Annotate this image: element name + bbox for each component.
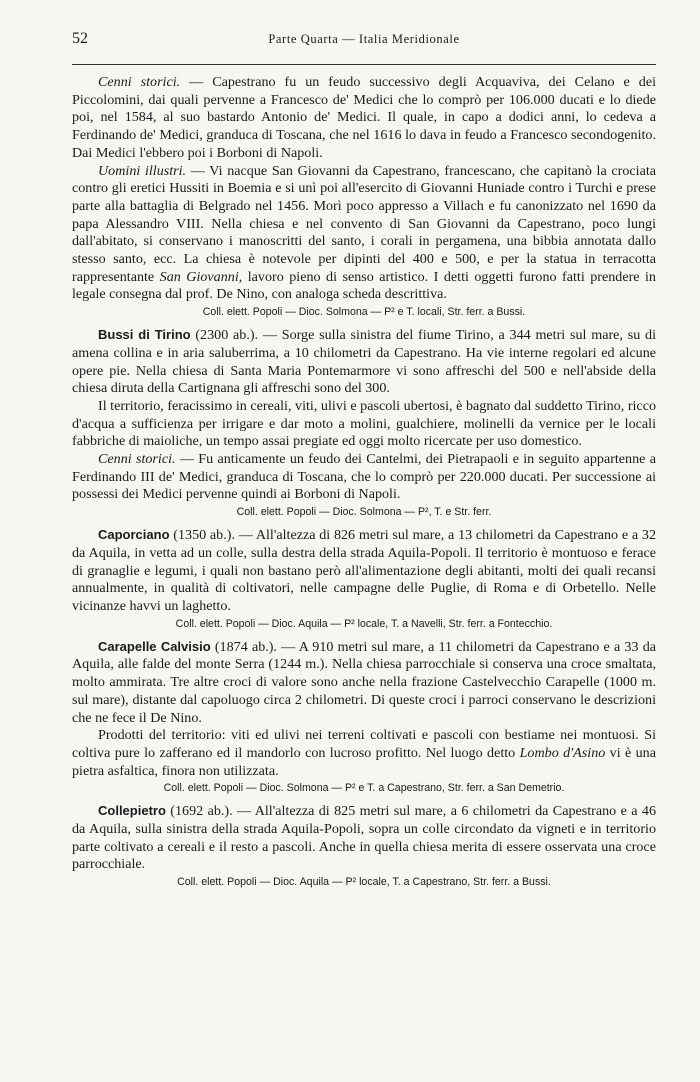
bussi-note: Coll. elett. Popoli — Dioc. Solmona — P², T. e Str. ferr. [236,506,492,519]
carapelle-prodotti-paragraph [72,727,656,780]
paragraph-text: , lavoro pieno di senso artistico. I detti oggetti furono fatti prendere in legale consegna dal prof. De Nino, con analoga scheda descrittiva. [72,268,656,303]
page-number: 52 [72,30,88,47]
caporciano-paragraph [72,526,656,616]
header-rule [72,64,656,65]
capestrano-cenni-paragraph [72,74,656,163]
carapelle-paragraph [72,638,656,728]
bussi-intro-paragraph [72,326,656,398]
running-title: Parte Quarta — Italia Meridionale [268,32,460,46]
cenni-label: Cenni storici. [98,451,176,468]
paragraph-text: (1692 ab.). — All'altezza di 825 metri sul mare, a 6 chilometri da Capestrano e a 46 da Aquila, sulla sinistra della strada Aquila-Popoli, sopra un colle circondato da vigneti e in territorio parte coltivato a cereali e il resto a pascoli. Anche in quella chiesa merita di essere osservata una croce parrocchiale. [72,803,656,873]
collepietro-note: Coll. elett. Popoli — Dioc. Aquila — P² locale, T. a Capestrano, Str. ferr. a Bussi. [177,876,551,889]
capestrano-note: Coll. elett. Popoli — Dioc. Solmona — P² e T. locali, Str. ferr. a Bussi. [202,306,526,319]
bussi-cenni-paragraph [72,451,656,504]
entry-heading: Carapelle Calvisio [98,638,211,654]
cenni-label: Cenni storici. [98,74,181,90]
uomini-label: Uomini illustri. [98,162,187,179]
entry-heading: Caporciano [98,527,170,543]
paragraph-text: vi è una pietra asfaltica, finora non utilizzata. [72,744,656,779]
capestrano-uomini-paragraph [72,163,656,305]
paragraph-text: — Capestrano fu un feudo successivo degli Acquaviva, dei Celano e dei Piccolomini, dai quali pervenne a Francesco de' Medici che lo comprò per 106.000 ducati e lo diede poi, nel 1584, al suo bastardo Antonio de' Medici. Il quale, in capo a dodici anni, lo cedeva a Ferdinando de' Medici, granduca di Toscana, che nel 1616 lo dava in feudo a Francesco secondogenito. Dai Medici l'ebbero poi i Borboni di Napoli. [72,74,656,161]
collepietro-paragraph [72,802,656,874]
paragraph-text: — Fu anticamente un feudo dei Cantelmi, dei Pietrapaoli e in seguito appartenne a Ferdinando III de' Medici, granduca di Toscana, che lo comprò per 220.000 ducati. Per successione ai possessi dei Medici pervenne quindi ai Borboni di Napoli. [72,451,656,503]
carapelle-note: Coll. elett. Popoli — Dioc. Solmona — P² e T. a Capestrano, Str. ferr. a San Demetrio. [163,782,565,795]
entry-heading: Bussi di Tirino [98,327,191,343]
paragraph-text: (2300 ab.). — Sorge sulla sinistra del fiume Tirino, a 344 metri sul mare, su di amena collina e in aria saluberrima, a 10 chilometri da Capestrano. Ha vie interne regolari ed alcune opere pie. Nella chiesa di Santa Maria Pontemarmore vi sono affreschi del 500 e nell'abside della chiesa diruta della Cartignana gli affreschi sono del 300. [72,327,656,397]
caporciano-note: Coll. elett. Popoli — Dioc. Aquila — P² locale, T. a Navelli, Str. ferr. a Fontecchio. [175,617,553,630]
paragraph-text: — Vi nacque San Giovanni da Capestrano, francescano, che capitanò la crociata contro gli eretici Hussiti in Boemia e si unì poi all'esercito di Giovanni Huniade contro i Turchi e prese parte alla battaglia di Belgrado nel 1456. Morì poco appresso a Villach e fu canonizzato nel 1690 da papa Alessandro VIII. Nella chiesa e nel convento di San Giovanni da Capestrano, poco lungi dall'abitato, si conservano i manoscritti del santo, i corali in pergamena, una bibbia annotata dallo stesso santo, ecc. La chiesa è notevole per dipinti del 400 e 500, e per la statua in terracotta rappresentante [72,162,656,285]
entry-heading: Collepietro [98,803,166,819]
document-page [72,28,656,896]
page-header [72,28,656,52]
italic-term: San Giovanni [159,268,239,285]
bussi-territorio-paragraph: Il territorio, feracissimo in cereali, viti, ulivi e pascoli ubertosi, è bagnato dal suddetto Tirino, ricco d'acqua a sufficienza per irrigare e dar moto a molini, gualchiere, molinelli da vernice per le locali fabbriche di maioliche, un tempo assai pregiate ed oggi molto ricercate per uso domestico. [72,397,656,450]
italic-term: Lombo d'Asino [519,744,606,761]
paragraph-text: Prodotti del territorio: viti ed ulivi nei terreni coltivati e pascoli con bestiame nei montuosi. Si coltiva pure lo zafferano ed il mandorlo con lucroso profitto. Nel luogo detto [72,727,656,761]
paragraph-text: (1874 ab.). — A 910 metri sul mare, a 11 chilometri da Capestrano e a 33 da Aquila, alle falde del monte Serra (1244 m.). Nella chiesa parrocchiale si conserva una croce smaltata, molto ammirata. Tre altre croci di valore sono anche nella frazione Castelvecchio Carapelle (1000 m. sul mare), distante dal capoluogo circa 2 chilometri. Di queste croci i parroci conservano le descrizioni che ne fece il De Nino. [72,638,656,726]
paragraph-text: (1350 ab.). — All'altezza di 826 metri sul mare, a 13 chilometri da Capestrano e a 32 da Aquila, in vetta ad un colle, sulla destra della strada Aquila-Popoli. Il territorio è montuoso e ferace di granaglie e legumi, i quali non bastano però all'alimentazione degli abitanti, molti dei quali recansi annualmente, in qualità di coltivatori, nelle campagne delle Puglie, di Roma e di Orbetello. Nelle vicinanze havvi un laghetto. [72,527,656,614]
